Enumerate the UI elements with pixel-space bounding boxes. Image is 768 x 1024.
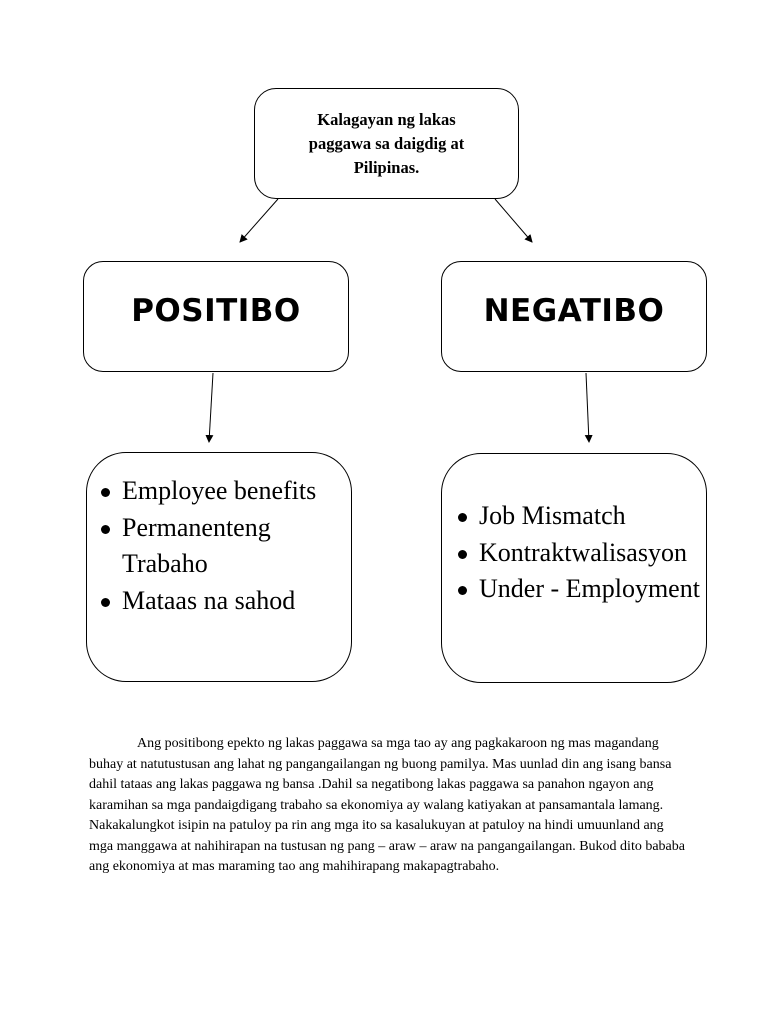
bullet-icon [458,550,467,559]
positibo-node [83,261,349,372]
positibo-list-node [86,452,352,682]
bullet-icon [458,513,467,522]
negatibo-list-node [441,453,707,683]
list-item-text: Mataas na sahod [122,585,296,615]
list-item-text: Kontraktwalisasyon [479,537,687,567]
negatibo-list [456,498,708,608]
arrow-positibo-to-list [209,373,213,442]
bullet-icon [101,598,110,607]
list-item [99,473,351,510]
root-node [254,88,519,199]
list-item [99,510,351,583]
list-item [456,535,708,572]
bullet-icon [101,525,110,534]
list-item-text: Permanenteng Trabaho [122,512,271,578]
root-node-label: Kalagayan ng lakas paggawa sa daigdig at Pilipinas. [308,109,465,177]
list-item-text: Employee benefits [122,476,317,505]
bullet-icon [101,488,110,497]
list-item-text: Job Mismatch [479,501,626,530]
list-item [456,571,708,608]
body-paragraph: Ang positibong epekto ng lakas paggawa sa mga tao ay ang pagkakaroon ng mas magandang buhay at natutustusan ang lahat ng pangangailangan ng buong pamilya. Mas uunlad din ang isang bansa dahil tataas ang lakas paggawa ng bansa .Dahil sa negatibong lakas paggawa sa panahon ngayon ang karamihan sa mga pandaigdigang trabaho sa ekonomiya ay walang katiyakan at pansamantala lamang. Nakakalungkot isipin na patuloy pa rin ang mga ito sa kasalukuyan at patuloy na hindi umuunland ang mga manggawa at nahihirapan na tustusan ng pang – araw – araw na pangangailangan. Bukod dito bababa ang ekonomiya at mas maraming tao ang mahihirapang makapagtrabaho. [89,736,685,874]
negatibo-node [441,261,707,372]
list-item [456,498,708,535]
list-item-text: Under - Employment [479,574,700,603]
arrow-root-to-positibo [240,199,278,242]
positibo-heading: POSITIBO [131,293,301,329]
bullet-icon [458,586,467,595]
negatibo-heading: NEGATIBO [483,293,665,329]
list-item [99,583,351,620]
positibo-list [99,473,351,619]
arrow-root-to-negatibo [495,199,532,242]
arrow-negatibo-to-list [586,373,589,442]
